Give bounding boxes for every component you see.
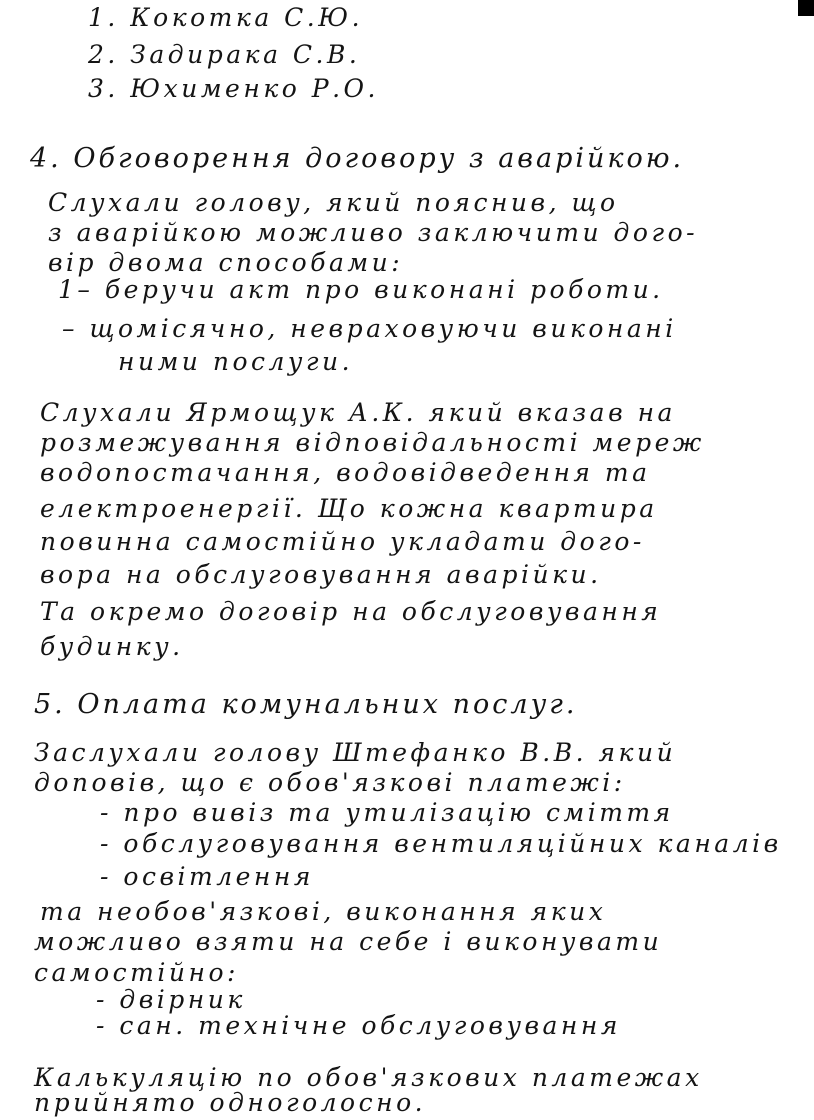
text-line: розмежування відповідальності мереж [40,428,705,457]
attendee-line: 3. Юхименко Р.О. [88,74,379,103]
attendee-line: 1. Кокотка С.Ю. [88,3,364,32]
scan-corner-mark [798,0,814,16]
text-line: Слухали Ярмощук А.К. який вказав на [40,398,676,427]
text-line: з аварійкою можливо заключити дого- [48,218,699,247]
text-line: Слухали голову, який пояснив, що [48,188,619,217]
text-line: електроенергії. Що кожна квартира [40,494,658,523]
section-heading: 4. Обговорення договору з аварійкою. [30,143,685,174]
list-item: - двірник [96,985,246,1014]
list-item: - освітлення [100,862,314,891]
text-line: прийнято одноголосно. [34,1088,427,1117]
list-item: - про вивіз та утилізацію сміття [100,798,674,827]
list-item: - сан. технічне обслуговування [96,1011,621,1040]
text-line: доповів, що є обов'язкові платежі: [34,768,626,797]
text-line: водопостачання, водовідведення та [40,458,651,487]
attendee-line: 2. Задирака С.В. [88,40,361,69]
text-line: Заслухали голову Штефанко В.В. який [34,738,677,767]
list-item: - обслуговування вентиляційних каналів [100,829,782,858]
text-line: будинку. [40,632,184,661]
text-line: можливо взяти на себе і виконувати [34,927,663,956]
text-line: повинна самостійно укладати дого- [40,527,645,556]
text-line: самостійно: [34,958,239,987]
text-line: ними послуги. [118,347,354,376]
text-line: Калькуляцію по обов'язкових платежах [34,1063,703,1092]
text-line: та необов'язкові, виконання яких [40,897,607,926]
text-line: вора на обслуговування аварійки. [40,560,602,589]
section-heading: 5. Оплата комунальних послуг. [34,689,578,720]
list-item: 1– беручи акт про виконані роботи. [58,275,664,304]
text-line: вір двома способами: [48,248,404,277]
list-item: – щомісячно, невраховуючи виконані [62,314,677,343]
text-line: Та окремо договір на обслуговування [40,597,662,626]
